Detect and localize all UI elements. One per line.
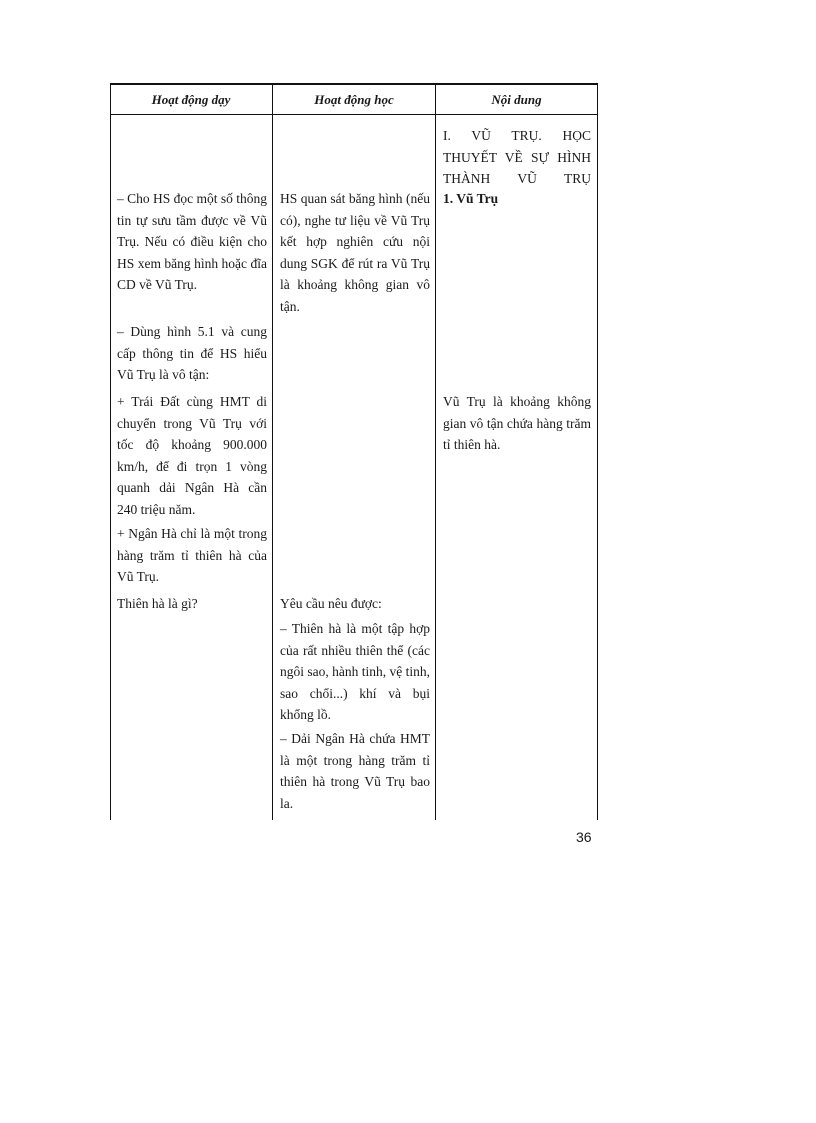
teaching-step-2: – Dùng hình 5.1 và cung cấp thông tin để HS hiểu Vũ Trụ là vô tận: [117,324,267,382]
content-subheading: 1. Vũ Trụ [443,191,499,206]
column-divider-2 [435,83,436,820]
table-left-border [110,83,111,820]
teaching-step-4: + Ngân Hà chỉ là một trong hàng trăm tỉ thiên hà của Vũ Trụ. [117,526,267,584]
learning-answer-1: – Thiên hà là một tập hợp của rất nhiều thiên thể (các ngôi sao, hành tinh, vệ tinh, sao chổi...) khí và bụi khổng lồ. [280,621,430,722]
teaching-question: Thiên hà là gì? [117,596,198,611]
header-divider [110,114,598,115]
header-teaching-activity: Hoạt động dạy [151,92,231,107]
header-content: Nội dung [491,92,542,107]
lesson-table [110,83,598,820]
learning-answer-2: – Dải Ngân Hà chứa HMT là một trong hàng trăm tỉ thiên hà trong Vũ Trụ bao la. [280,731,430,811]
header-learning-activity: Hoạt động học [314,92,394,107]
page-number: 36 [576,829,592,845]
teaching-step-1: – Cho HS đọc một số thông tin tự sưu tầm được về Vũ Trụ. Nếu có điều kiện cho HS xem băng hình hoặc đĩa CD về Vũ Trụ. [117,191,268,292]
content-section-title: I. VŨ TRỤ. HỌC THUYẾT VỀ SỰ HÌNH THÀNH VŨ TRỤ [443,128,591,186]
table-right-border [597,83,598,820]
learning-requirement: Yêu cầu nêu được: [280,596,382,611]
learning-step-1: HS quan sát băng hình (nếu có), nghe tư liệu về Vũ Trụ kết hợp nghiên cứu nội dung SGK để rút ra Vũ Trụ là khoảng không gian vô tận. [280,191,430,314]
teaching-step-3: + Trái Đất cùng HMT di chuyển trong Vũ Trụ với tốc độ khoảng 900.000 km/h, để đi trọn 1 vòng quanh dải Ngân Hà cần 240 triệu năm. [117,394,267,517]
column-divider-1 [272,83,273,820]
content-definition: Vũ Trụ là khoảng không gian vô tận chứa hàng trăm tỉ thiên hà. [443,394,591,452]
